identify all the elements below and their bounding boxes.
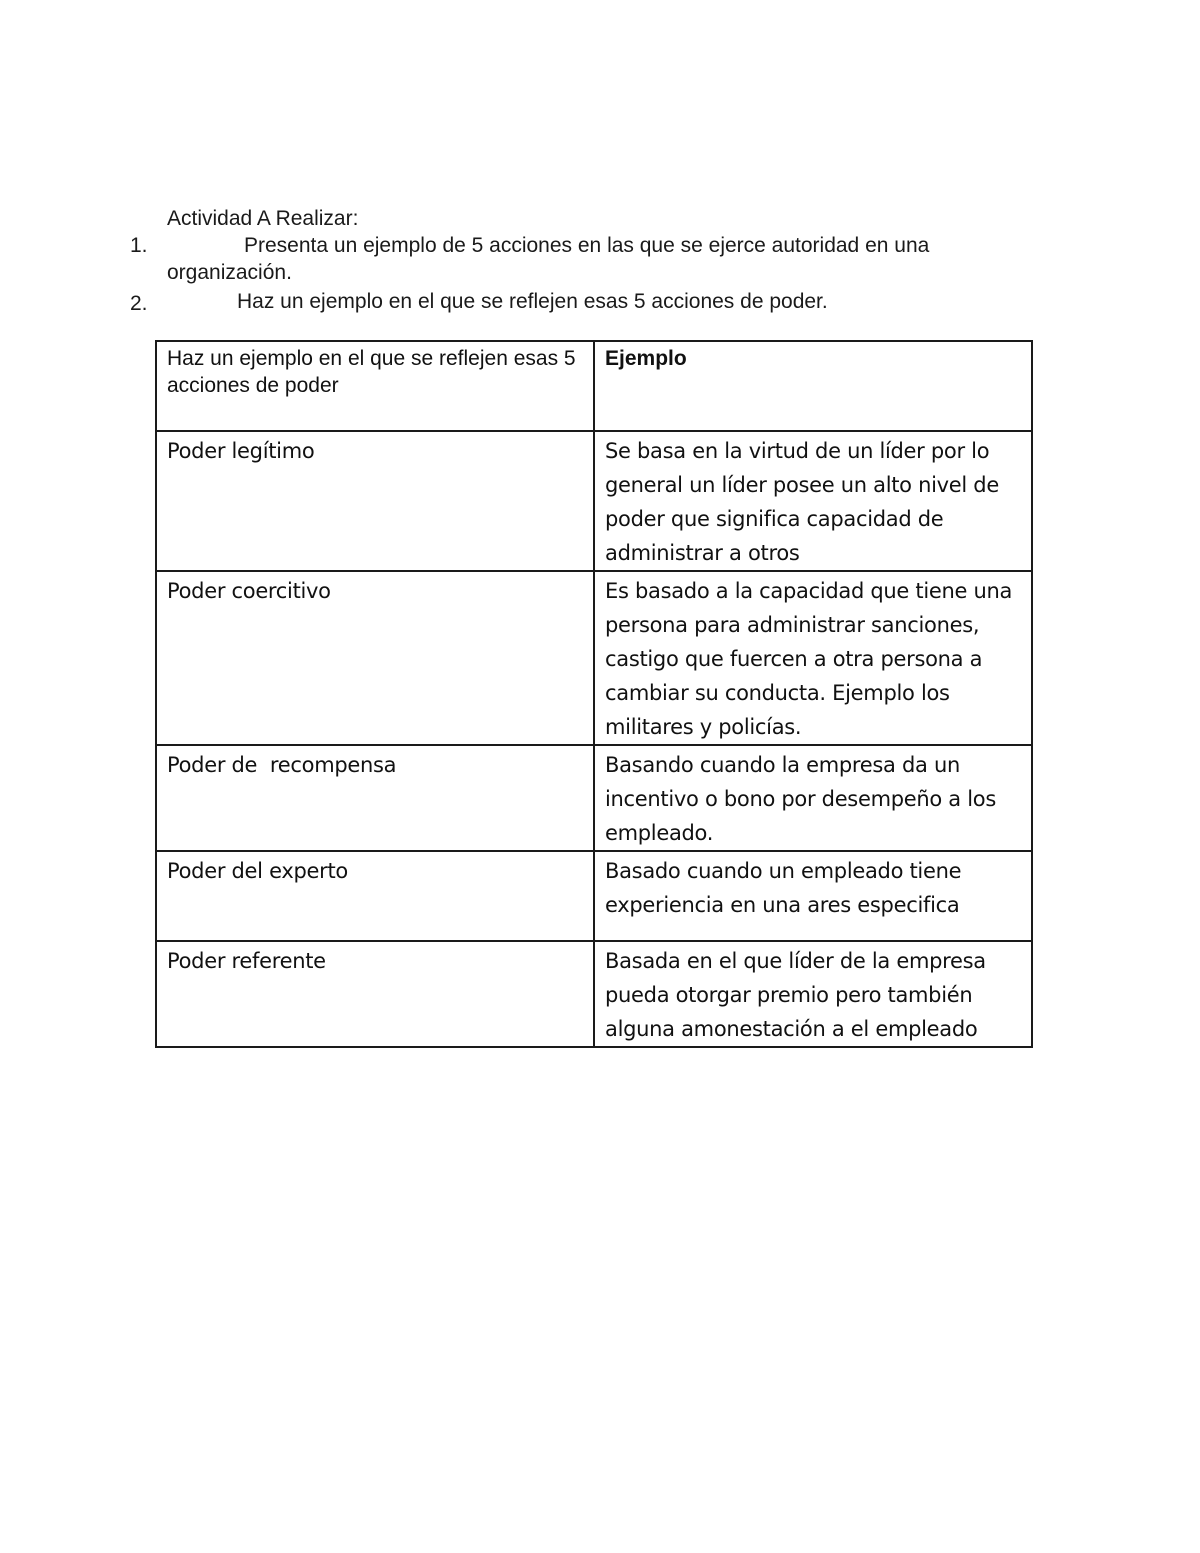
instruction-text: Haz un ejemplo en el que se reflejen esas 5 acciones de poder. bbox=[237, 290, 828, 313]
instruction-item-2 bbox=[130, 288, 1030, 315]
power-type-cell: Poder de recompensa bbox=[156, 745, 594, 851]
table-row bbox=[156, 571, 1032, 745]
table-row bbox=[156, 745, 1032, 851]
power-type-cell: Poder coercitivo bbox=[156, 571, 594, 745]
power-actions-table bbox=[155, 340, 1033, 1048]
example-cell: Basado cuando un empleado tiene experiencia en una ares especifica bbox=[594, 851, 1032, 941]
example-cell: Basando cuando la empresa da un incentivo o bono por desempeño a los empleado. bbox=[594, 745, 1032, 851]
header-cell-example: Ejemplo bbox=[594, 341, 1032, 431]
activity-title: Actividad A Realizar: bbox=[167, 207, 359, 230]
instruction-number: 2. bbox=[130, 292, 148, 315]
table-header-row bbox=[156, 341, 1032, 431]
table-row bbox=[156, 941, 1032, 1047]
instruction-text: Presenta un ejemplo de 5 acciones en las que se ejerce autoridad en una organización. bbox=[167, 234, 930, 284]
header-cell-power: Haz un ejemplo en el que se reflejen esas 5 acciones de poder bbox=[156, 341, 594, 431]
example-cell: Es basado a la capacidad que tiene una persona para administrar sanciones, castigo que fuercen a otra persona a cambiar su conducta. Ejemplo los militares y policías. bbox=[594, 571, 1032, 745]
table-row bbox=[156, 851, 1032, 941]
example-cell: Basada en el que líder de la empresa pueda otorgar premio pero también alguna amonestación a el empleado bbox=[594, 941, 1032, 1047]
instructions-section bbox=[130, 205, 1030, 315]
power-type-cell: Poder referente bbox=[156, 941, 594, 1047]
power-type-cell: Poder legítimo bbox=[156, 431, 594, 571]
instruction-number: 1. bbox=[130, 234, 148, 257]
instruction-item-1 bbox=[130, 232, 1030, 286]
table-row bbox=[156, 431, 1032, 571]
power-type-cell: Poder del experto bbox=[156, 851, 594, 941]
example-cell: Se basa en la virtud de un líder por lo general un líder posee un alto nivel de poder que significa capacidad de administrar a otros bbox=[594, 431, 1032, 571]
